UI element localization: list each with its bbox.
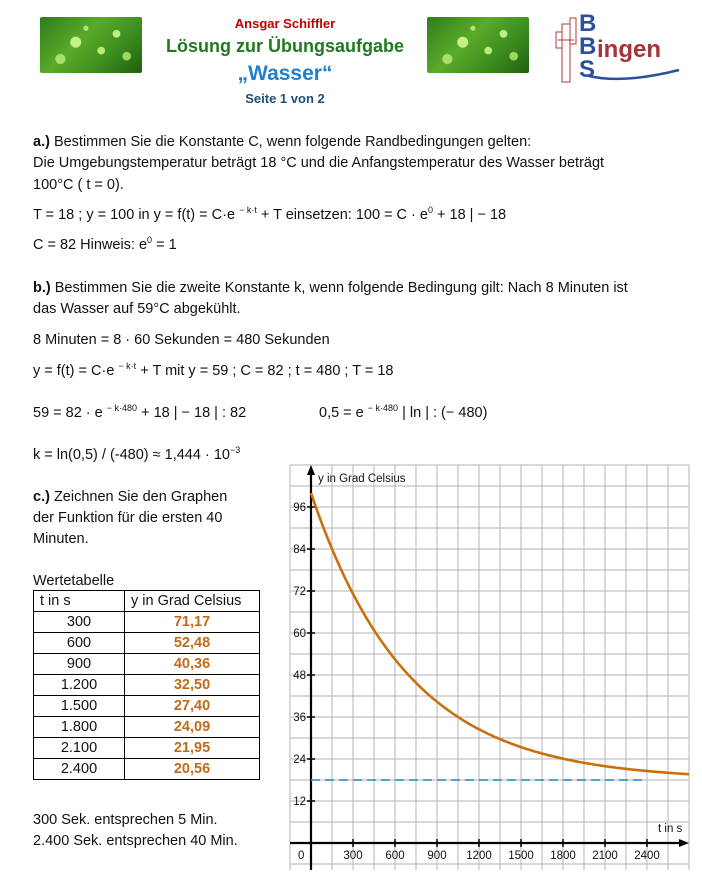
eq-text: | ln | : (− 480) (398, 405, 488, 421)
cell-y: 20,56 (125, 759, 260, 780)
origin-label: 0 (298, 850, 305, 862)
x-axis-arrow-icon (679, 839, 689, 847)
eq-exponent: −3 (229, 445, 241, 455)
section-b-label: b.) (33, 280, 51, 296)
y-axis-arrow-icon (307, 465, 315, 475)
page-subtitle: „Wasser“ (237, 62, 333, 85)
section-a-label: a.) (33, 134, 50, 150)
cell-y: 24,09 (125, 717, 260, 738)
cell-t: 1.800 (34, 717, 125, 738)
y-tick-label: 12 (293, 796, 306, 808)
logo-letter-b1: B (579, 10, 597, 37)
eq-text: T = 18 ; y = 100 in y = f(t) = C·e (33, 207, 240, 223)
chart-grid (290, 465, 689, 870)
y-tick-label: 24 (293, 754, 306, 766)
eq-text: 59 = 82 · e (33, 405, 107, 421)
y-axis-label: y in Grad Celsius (318, 473, 406, 485)
cell-t: 1.200 (34, 675, 125, 696)
section-b-question: Bestimmen Sie die zweite Konstante k, wenn folgende Bedingung gilt: Nach 8 Minuten ist (50, 280, 628, 296)
table-header-t: t in s (34, 591, 125, 612)
section-c-line3: Minuten. (33, 531, 89, 547)
eq-text: + 18 | − 18 | : 82 (137, 405, 247, 421)
eq-text: = 1 (152, 237, 177, 253)
eq-exponent: 0 (147, 235, 153, 245)
eq-text: 0,5 = e (319, 405, 368, 421)
cell-t: 2.100 (34, 738, 125, 759)
note-300s: 300 Sek. entsprechen 5 Min. (33, 812, 218, 828)
eq-text: + T einsetzen: 100 = C · e (256, 207, 428, 223)
logo-letter-b2: B (579, 33, 597, 60)
eq-text: y = f(t) = C·e (33, 363, 119, 379)
section-a-question: Bestimmen Sie die Konstante C, wenn folgende Randbedingungen gelten: (49, 134, 532, 150)
y-tick-label: 84 (293, 544, 306, 556)
section-c-label: c.) (33, 489, 50, 505)
author-name: Ansgar Schiffler (234, 16, 336, 31)
cell-y: 52,48 (125, 633, 260, 654)
x-tick-label: 300 (343, 850, 363, 862)
cell-y: 40,36 (125, 654, 260, 675)
cell-y: 71,17 (125, 612, 260, 633)
x-tick-label: 600 (385, 850, 405, 862)
cell-y: 21,95 (125, 738, 260, 759)
eq-exponent: − k·480 (367, 403, 399, 413)
chart-axes (290, 465, 689, 870)
y-tick-label: 36 (293, 712, 306, 724)
page-title: Lösung zur Übungsaufgabe (166, 36, 404, 56)
x-tick-label: 2400 (634, 850, 660, 862)
y-tick-label: 96 (293, 502, 306, 514)
section-c-question: Zeichnen Sie den Graphen (49, 489, 228, 505)
cell-t: 1.500 (34, 696, 125, 717)
cell-t: 900 (34, 654, 125, 675)
y-tick-label: 48 (293, 670, 306, 682)
note-2400s: 2.400 Sek. entsprechen 40 Min. (33, 833, 238, 849)
cell-t: 2.400 (34, 759, 125, 780)
cell-y: 32,50 (125, 675, 260, 696)
x-tick-label: 900 (427, 850, 447, 862)
section-a-line3: 100°C ( t = 0). (33, 177, 124, 193)
x-axis-label: t in s (658, 823, 683, 835)
eq-exponent: 0 (427, 205, 433, 215)
section-a-line2: Die Umgebungstemperatur beträgt 18 °C und die Anfangstemperatur des Wasser beträgt (33, 155, 605, 171)
section-b-line2: das Wasser auf 59°C abgekühlt. (33, 301, 241, 317)
x-tick-label: 1800 (550, 850, 576, 862)
eq-exponent: − k·480 (106, 403, 138, 413)
eq-exponent: − k·t (118, 361, 137, 371)
logo-word: ingen (597, 36, 661, 63)
eq-text: + 18 | − 18 (433, 207, 507, 223)
page-number: Seite 1 von 2 (245, 91, 325, 106)
logo-letter-s: S (579, 56, 596, 83)
table-header-y: y in Grad Celsius (125, 591, 260, 612)
table-title: Wertetabelle (33, 573, 115, 589)
x-tick-label: 1200 (466, 850, 492, 862)
section-b-equation1: 8 Minuten = 8 · 60 Sekunden = 480 Sekunden (33, 332, 330, 348)
cell-t: 600 (34, 633, 125, 654)
y-tick-label: 72 (293, 586, 306, 598)
eq-exponent: − k·t (239, 205, 257, 215)
section-c-line2: der Funktion für die ersten 40 (33, 510, 223, 526)
cell-y: 27,40 (125, 696, 260, 717)
y-tick-label: 60 (293, 628, 306, 640)
cell-t: 300 (34, 612, 125, 633)
eq-text: k = ln(0,5) / (-480) ≈ 1,444 · 10 (33, 447, 230, 463)
x-tick-label: 1500 (508, 850, 534, 862)
eq-text: C = 82 Hinweis: e (33, 237, 148, 253)
x-tick-label: 2100 (592, 850, 618, 862)
eq-text: + T mit y = 59 ; C = 82 ; t = 480 ; T = 18 (136, 363, 394, 379)
